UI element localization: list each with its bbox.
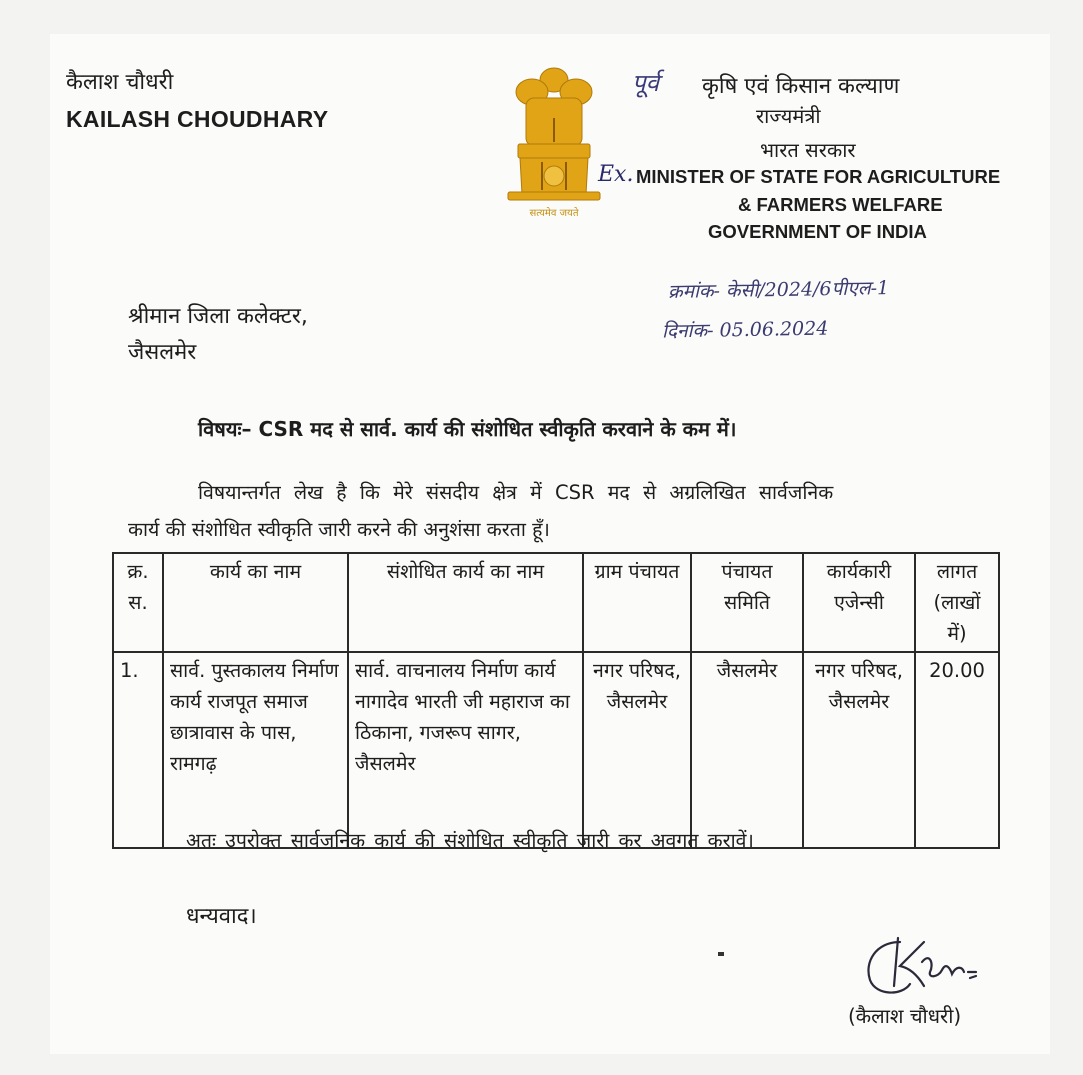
header-panchayat-samiti: पंचायत समिति bbox=[691, 553, 803, 652]
handwritten-ex: Ex. bbox=[598, 162, 634, 187]
designation-hindi-line2: राज्यमंत्री bbox=[756, 104, 821, 128]
cell-cost: 20.00 bbox=[915, 652, 999, 848]
designation-hindi-line3: भारत सरकार bbox=[760, 138, 856, 162]
handwritten-former: पूर्व bbox=[632, 69, 659, 97]
body-line1: विषयान्तर्गत लेख है कि मेरे संसदीय क्षेत्र में CSR मद से अग्रलिखित सार्वजनिक bbox=[198, 481, 834, 504]
designation-english-line1: MINISTER OF STATE FOR AGRICULTURE bbox=[636, 166, 1001, 187]
reference-date: दिनांक- 05.06.2024 bbox=[661, 317, 829, 343]
header-cost: लागत (लाखों में) bbox=[915, 553, 999, 652]
state-emblem-icon bbox=[498, 58, 610, 222]
header-gram-panchayat: ग्राम पंचायत bbox=[583, 553, 691, 652]
header-serial: क्र. स. bbox=[113, 553, 163, 652]
table-header-row bbox=[113, 553, 999, 652]
cell-gram-panchayat: नगर परिषद, जैसलमेर bbox=[583, 652, 691, 848]
ink-dot bbox=[718, 952, 724, 956]
reference-number: क्रमांक- केसी/2024/6पीएल-1 bbox=[667, 277, 890, 303]
subject-line: विषयः– CSR मद से सार्व. कार्य की संशोधित स्वीकृति करवाने के कम में। bbox=[198, 417, 737, 441]
cell-serial: 1. bbox=[113, 652, 163, 848]
cell-executing-agency: नगर परिषद, जैसलमेर bbox=[803, 652, 915, 848]
header-revised-work-name: संशोधित कार्य का नाम bbox=[348, 553, 583, 652]
sender-name-hindi: कैलाश चौधरी bbox=[66, 70, 174, 95]
recipient-line1: श्रीमान जिला कलेक्टर, bbox=[128, 304, 308, 329]
sender-name-english: KAILASH CHOUDHARY bbox=[66, 106, 329, 132]
cell-panchayat-samiti: जैसलमेर bbox=[691, 652, 803, 848]
works-table bbox=[112, 552, 1000, 849]
recipient-line2: जैसलमेर bbox=[128, 340, 197, 365]
table-row bbox=[113, 652, 999, 848]
handwritten-signature bbox=[858, 928, 998, 1000]
designation-english-line3: GOVERNMENT OF INDIA bbox=[708, 221, 927, 242]
cell-revised-work-name: सार्व. वाचनालय निर्माण कार्य नागादेव भारती जी महाराज का ठिकाना, गजरूप सागर, जैसलमेर bbox=[348, 652, 583, 848]
designation-english-line2: & FARMERS WELFARE bbox=[738, 194, 943, 215]
header-work-name: कार्य का नाम bbox=[163, 553, 348, 652]
header-executing-agency: कार्यकारी एजेन्सी bbox=[803, 553, 915, 652]
body-line2: कार्य की संशोधित स्वीकृति जारी करने की अनुशंसा करता हूँ। bbox=[128, 518, 550, 541]
designation-hindi-line1: कृषि एवं किसान कल्याण bbox=[702, 74, 900, 99]
signatory-name: (कैलाश चौधरी) bbox=[848, 1004, 962, 1028]
emblem-motto: सत्यमेव जयते bbox=[529, 208, 579, 219]
closing-request: अतः उपरोक्त सार्वजनिक कार्य की संशोधित स्वीकृति जारी कर अवगत करावें। bbox=[186, 829, 754, 852]
closing-thanks: धन्यवाद। bbox=[186, 904, 257, 929]
cell-work-name: सार्व. पुस्तकालय निर्माण कार्य राजपूत समाज छात्रावास के पास, रामगढ़ bbox=[163, 652, 348, 848]
